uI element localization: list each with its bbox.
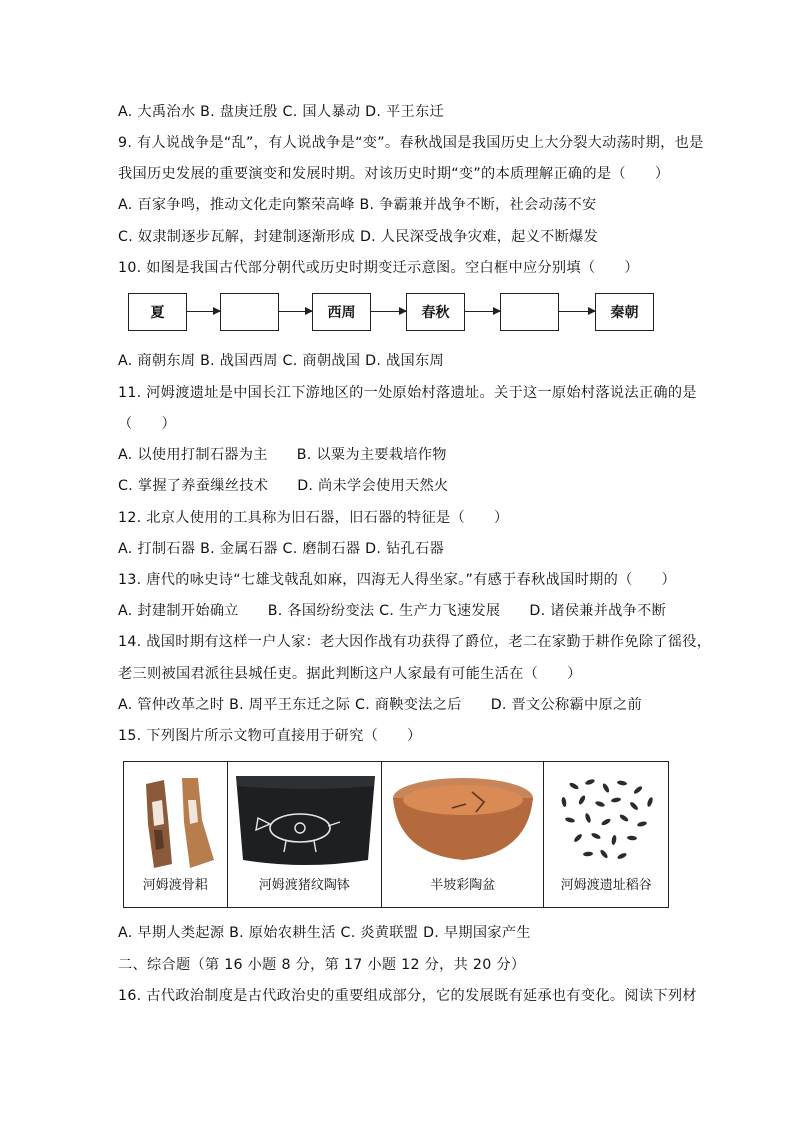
q14-stem-1: 14. 战国时期有这样一户人家：老大因作战有功获得了爵位，老二在家勤于耕作免除了徭役， <box>118 634 712 650</box>
artifact-cell-painted-basin <box>382 762 544 907</box>
q10-stem: 10. 如图是我国古代部分朝代或历史时期变迁示意图。空白框中应分别填（ ） <box>118 260 639 276</box>
flow-box-xizhou: 西周 <box>312 293 371 331</box>
q14-stem-2: 老三则被国君派往县城任吏。据此判断这户人家最有可能生活在（ ） <box>118 666 582 682</box>
artifact-caption: 河姆渡遗址稻谷 <box>560 878 652 893</box>
flow-arrow <box>559 311 595 312</box>
artifact-table <box>123 761 669 908</box>
q8-options: A. 大禹治水 B. 盘庚迁殷 C. 国人暴动 D. 平王东迁 <box>118 104 444 120</box>
q15-options: A. 早期人类起源 B. 原始农耕生活 C. 炎黄联盟 D. 早期国家产生 <box>118 925 531 941</box>
artifact-cell-rice-grains <box>544 762 668 907</box>
flow-arrow <box>187 311 220 312</box>
q9-stem-1: 9. 有人说战争是“乱”，有人说战争是“变”。春秋战国是我国历史上大分裂大动荡时期，也是 <box>118 135 704 151</box>
flow-box-chunqiu: 春秋 <box>406 293 465 331</box>
artifact-caption: 河姆渡猪纹陶钵 <box>258 878 350 893</box>
flow-arrow <box>279 311 312 312</box>
flow-box-blank-2 <box>500 293 559 331</box>
bone-spade-image <box>124 768 228 872</box>
q15-stem: 15. 下列图片所示文物可直接用于研究（ ） <box>118 728 422 744</box>
q11-options-2: C. 掌握了养蚕缫丝技术 D. 尚未学会使用天然火 <box>118 478 449 494</box>
flow-box-blank-1 <box>220 293 279 331</box>
q14-options: A. 管仲改革之时 B. 周平王东迁之际 C. 商鞅变法之后 D. 晋文公称霸中原之前 <box>118 697 642 713</box>
painted-pottery-basin-image <box>382 768 545 872</box>
artifact-caption: 河姆渡骨耜 <box>142 878 208 893</box>
q11-stem-2: （ ） <box>118 416 176 432</box>
flow-arrow <box>465 311 500 312</box>
pig-pattern-bowl-image <box>228 768 383 872</box>
flow-arrow <box>371 311 406 312</box>
q12-stem: 12. 北京人使用的工具称为旧石器，旧石器的特征是（ ） <box>118 510 509 526</box>
q11-stem-1: 11. 河姆渡遗址是中国长江下游地区的一处原始村落遗址。关于这一原始村落说法正确的是 <box>118 385 697 401</box>
section-2-heading: 二、综合题（第 16 小题 8 分，第 17 小题 12 分，共 20 分） <box>118 957 526 973</box>
rice-grains-image <box>544 768 668 872</box>
q10-options: A. 商朝东周 B. 战国西周 C. 商朝战国 D. 战国东周 <box>118 353 444 369</box>
artifact-caption: 半坡彩陶盆 <box>430 878 496 893</box>
q13-stem: 13. 唐代的咏史诗“七雄戈戟乱如麻，四海无人得坐家。”有感于春秋战国时期的（ ） <box>118 572 677 588</box>
q16-stem: 16. 古代政治制度是古代政治史的重要组成部分，它的发展既有延承也有变化。阅读下列材 <box>118 988 697 1004</box>
q12-options: A. 打制石器 B. 金属石器 C. 磨制石器 D. 钻孔石器 <box>118 541 444 557</box>
q13-options: A. 封建制开始确立 B. 各国纷纷变法 C. 生产力飞速发展 D. 诸侯兼并战争不断 <box>118 603 667 619</box>
q9-options-2: C. 奴隶制逐步瓦解，封建制逐渐形成 D. 人民深受战争灾难，起义不断爆发 <box>118 229 599 245</box>
q9-options-1: A. 百家争鸣，推动文化走向繁荣高峰 B. 争霸兼并战争不断，社会动荡不安 <box>118 197 597 213</box>
q11-options-1: A. 以使用打制石器为主 B. 以粟为主要栽培作物 <box>118 447 447 463</box>
q9-stem-2: 我国历史发展的重要演变和发展时期。对该历史时期“变”的本质理解正确的是（ ） <box>118 166 670 182</box>
flow-box-qin: 秦朝 <box>595 293 654 331</box>
artifact-cell-bone-spade <box>124 762 228 907</box>
artifact-cell-pig-bowl <box>228 762 382 907</box>
flow-box-xia: 夏 <box>128 293 187 331</box>
